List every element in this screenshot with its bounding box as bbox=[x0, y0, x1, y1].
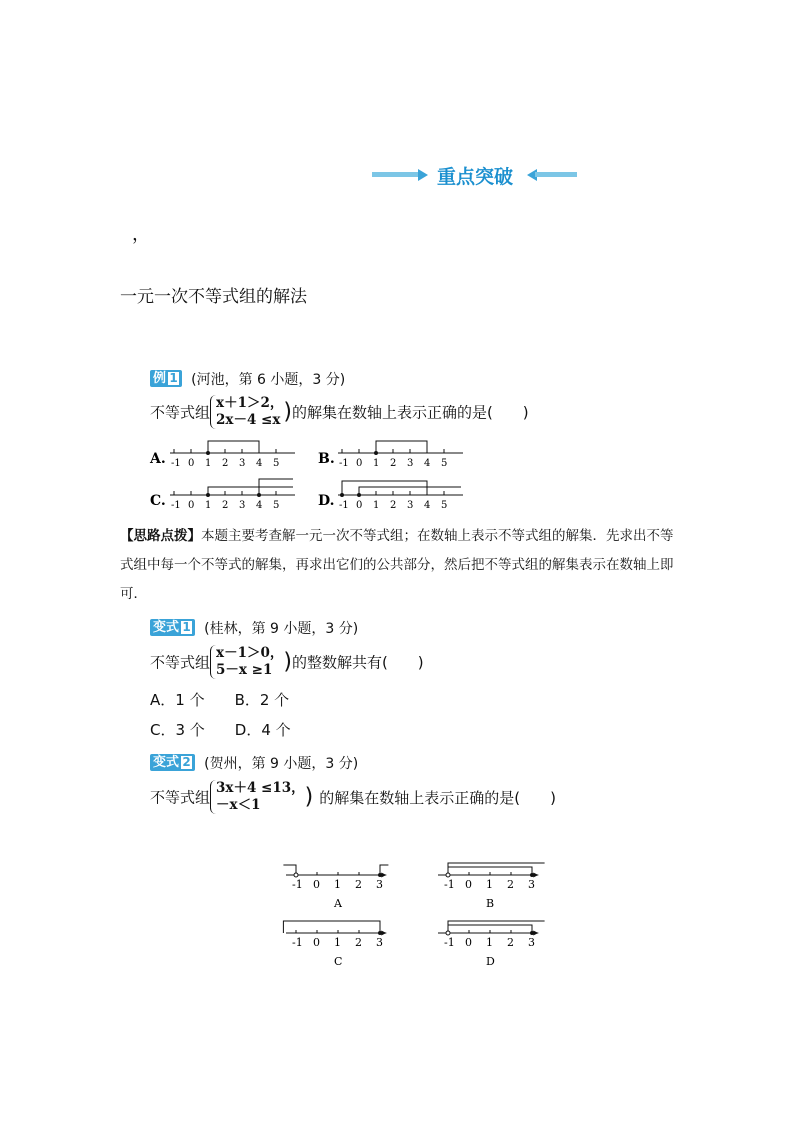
example1-number-lines bbox=[148, 436, 478, 516]
tick-label: 0 bbox=[313, 878, 320, 891]
tick-label: 1 bbox=[334, 936, 341, 949]
endpoint-dot bbox=[257, 493, 261, 497]
example1-system bbox=[210, 395, 283, 429]
variant2-row2: －x＜1 bbox=[216, 797, 261, 813]
variant1-tag: 变式 1 bbox=[150, 619, 195, 636]
tick-label: 5 bbox=[273, 500, 280, 511]
option-caption: B bbox=[486, 897, 495, 910]
option-label: B. bbox=[318, 451, 335, 467]
endpoint-dot bbox=[206, 493, 210, 497]
option-label: D. bbox=[318, 493, 335, 509]
example1-source: (河池，第 6 小题，3 分) bbox=[191, 371, 346, 388]
variant2-question: 不等式组 3x＋4 ≤13， －x＜1 ) 的解集在数轴上表示正确的是( ) bbox=[150, 780, 556, 813]
tick-label: 0 bbox=[356, 500, 363, 511]
tick-label: 3 bbox=[528, 936, 535, 949]
variant1-options-cd: C．3 个 D．4 个 bbox=[150, 721, 291, 739]
hint-text: 本题主要考查解一元一次不等式组；在数轴上表示不等式组的解集．先求出不等式组中每一个不等式的解集，再求出它们的公共部分，然后把不等式组的解集表示在数轴上即可． bbox=[120, 528, 674, 602]
endpoint-open bbox=[294, 873, 298, 877]
tick-label: 3 bbox=[239, 458, 246, 469]
endpoint-dot bbox=[357, 493, 361, 497]
tick-label: 4 bbox=[256, 500, 263, 511]
tick-label: 2 bbox=[355, 936, 362, 949]
option-caption: C bbox=[334, 955, 343, 968]
tick-label: -1 bbox=[171, 500, 181, 511]
variant2-number-lines bbox=[280, 855, 560, 970]
variant2-header bbox=[150, 752, 358, 773]
tick-label: 1 bbox=[486, 936, 493, 949]
tick-label: 2 bbox=[222, 500, 229, 511]
tick-label: 0 bbox=[313, 936, 320, 949]
endpoint-dot bbox=[374, 451, 378, 455]
tick-label: 1 bbox=[486, 878, 493, 891]
endpoint-dot bbox=[378, 931, 382, 935]
endpoint-dot bbox=[530, 931, 534, 935]
tick-label: 3 bbox=[239, 500, 246, 511]
solution-bracket bbox=[376, 441, 427, 453]
tick-label: 3 bbox=[376, 878, 383, 891]
tick-label: 4 bbox=[424, 458, 431, 469]
tick-label: 4 bbox=[424, 500, 431, 511]
axis-arrow-icon bbox=[381, 873, 386, 878]
stray-mark: ， bbox=[132, 224, 150, 245]
option-caption: A bbox=[334, 897, 342, 910]
tick-label: 0 bbox=[465, 878, 472, 891]
solution-bracket bbox=[283, 921, 380, 933]
variant1-prefix: 不等式组 bbox=[150, 653, 211, 672]
tick-label: 4 bbox=[256, 458, 263, 469]
solution-bracket bbox=[342, 481, 427, 495]
hint-label: 【思路点拨】 bbox=[120, 528, 201, 544]
banner-right-line bbox=[535, 172, 577, 177]
variant1-system bbox=[210, 645, 283, 679]
tick-label: 2 bbox=[507, 878, 514, 891]
example1-prefix: 不等式组 bbox=[150, 403, 211, 422]
solution-bracket bbox=[448, 863, 545, 875]
tick-label: -1 bbox=[292, 936, 303, 949]
tick-label: 0 bbox=[356, 458, 363, 469]
banner-title: 重点突破 bbox=[436, 166, 513, 188]
hint-paragraph bbox=[120, 522, 680, 609]
tick-label: 3 bbox=[376, 936, 383, 949]
axis-arrow-icon bbox=[533, 931, 538, 936]
example1-tag: 例 1 bbox=[150, 370, 182, 387]
endpoint-dot bbox=[378, 873, 382, 877]
tick-label: 2 bbox=[390, 500, 397, 511]
tick-label: -1 bbox=[171, 458, 181, 469]
tick-label: -1 bbox=[292, 878, 303, 891]
endpoint-open bbox=[446, 931, 450, 935]
axis-arrow-icon bbox=[533, 873, 538, 878]
solution-bracket bbox=[208, 487, 293, 495]
tick-label: 0 bbox=[188, 500, 195, 511]
tick-label: 5 bbox=[441, 458, 448, 469]
variant2-tag: 变式 2 bbox=[150, 754, 195, 771]
option-label: C. bbox=[150, 493, 166, 509]
endpoint-open bbox=[446, 873, 450, 877]
tick-label: 0 bbox=[465, 936, 472, 949]
endpoint-dot bbox=[530, 873, 534, 877]
tick-label: -1 bbox=[444, 878, 455, 891]
solution-bracket bbox=[208, 441, 259, 453]
banner-left-arrow-icon bbox=[418, 169, 428, 181]
tick-label: -1 bbox=[444, 936, 455, 949]
variant1-options-ab: A．1 个 B．2 个 bbox=[150, 691, 290, 709]
section-title: 一元一次不等式组的解法 bbox=[120, 287, 307, 307]
variant1-row1: x－1＞0， bbox=[216, 645, 284, 661]
tick-label: 3 bbox=[407, 500, 414, 511]
variant2-system bbox=[210, 780, 305, 814]
example1-row2: 2x－4 ≤x bbox=[216, 412, 281, 428]
solution-bracket bbox=[448, 921, 545, 933]
tick-label: 2 bbox=[507, 936, 514, 949]
variant1-row2: 5－x ≥1 bbox=[216, 662, 273, 678]
tick-label: 5 bbox=[441, 500, 448, 511]
section-banner bbox=[372, 160, 577, 190]
banner-left-line bbox=[372, 172, 420, 177]
tick-label: 1 bbox=[334, 878, 341, 891]
example1-row1: x＋1＞2， bbox=[216, 395, 284, 411]
variant2-row1: 3x＋4 ≤13， bbox=[216, 780, 305, 796]
example1-question: 不等式组 x＋1＞2， 2x－4 ≤x )的解集在数轴上表示正确的是( ) bbox=[150, 395, 529, 428]
tick-label: 3 bbox=[407, 458, 414, 469]
example1-header bbox=[150, 368, 345, 389]
endpoint-dot bbox=[206, 451, 210, 455]
tick-label: -1 bbox=[339, 458, 349, 469]
axis-arrow-icon bbox=[381, 931, 386, 936]
tick-label: 1 bbox=[205, 500, 212, 511]
endpoint-dot bbox=[340, 493, 344, 497]
option-label: A. bbox=[150, 451, 166, 467]
tick-label: -1 bbox=[339, 500, 349, 511]
tick-label: 2 bbox=[222, 458, 229, 469]
tick-label: 2 bbox=[390, 458, 397, 469]
variant2-prefix: 不等式组 bbox=[150, 788, 211, 807]
variant2-source: (贺州，第 9 小题，3 分) bbox=[204, 755, 359, 772]
variant1-suffix: 的整数解共有( ) bbox=[291, 653, 424, 672]
tick-label: 3 bbox=[528, 878, 535, 891]
tick-label: 0 bbox=[188, 458, 195, 469]
tick-label: 5 bbox=[273, 458, 280, 469]
variant1-source: (桂林，第 9 小题，3 分) bbox=[204, 620, 359, 637]
example1-suffix: 的解集在数轴上表示正确的是( ) bbox=[291, 403, 529, 422]
variant1-question: 不等式组 x－1＞0， 5－x ≥1 )的整数解共有( ) bbox=[150, 645, 424, 678]
tick-label: 1 bbox=[205, 458, 212, 469]
tick-label: 1 bbox=[373, 500, 380, 511]
tick-label: 1 bbox=[373, 458, 380, 469]
variant2-suffix: 的解集在数轴上表示正确的是( ) bbox=[319, 788, 556, 807]
option-caption: D bbox=[486, 955, 495, 968]
variant1-header bbox=[150, 617, 358, 638]
tick-label: 2 bbox=[355, 878, 362, 891]
